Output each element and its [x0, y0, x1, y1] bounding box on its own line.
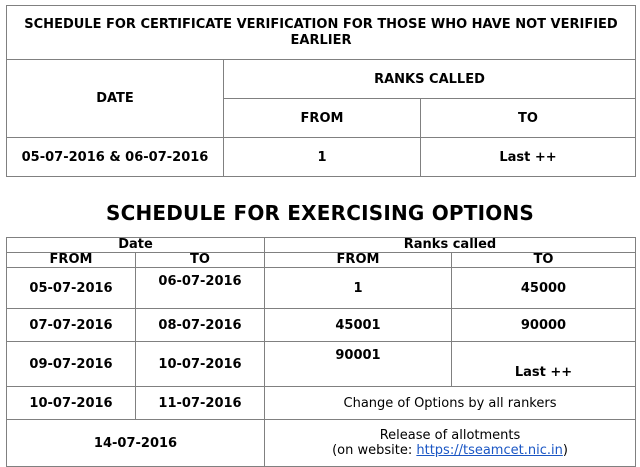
ranks-from-header: FROM	[224, 99, 421, 138]
options-date-to-header: TO	[136, 253, 265, 268]
release-prefix: (on website:	[332, 443, 417, 458]
date-to-cell: 06-07-2016	[136, 268, 265, 309]
rank-to-cell: 90000	[452, 309, 636, 342]
date-from-cell: 05-07-2016	[7, 268, 136, 309]
verification-title: SCHEDULE FOR CERTIFICATE VERIFICATION FOR THOSE WHO HAVE NOT VERIFIED EARLIER	[7, 6, 636, 60]
release-note	[265, 420, 636, 467]
options-rank-to-header: TO	[452, 253, 636, 268]
rank-to-cell: 45000	[452, 268, 636, 309]
verification-date-cell: 05-07-2016 & 06-07-2016	[7, 138, 224, 177]
verification-from-cell: 1	[224, 138, 421, 177]
release-suffix: )	[562, 443, 568, 458]
table-row	[7, 342, 636, 387]
rank-from-cell: 90001	[265, 342, 452, 387]
rank-to-cell: Last ++	[452, 342, 636, 387]
website-link[interactable]: https://tseamcet.nic.in	[416, 443, 563, 458]
date-header: DATE	[7, 60, 224, 138]
table-row	[7, 387, 636, 420]
ranks-called-header: RANKS CALLED	[224, 60, 636, 99]
release-line1: Release of allotments	[379, 428, 521, 443]
date-to-cell: 08-07-2016	[136, 309, 265, 342]
date-from-cell: 10-07-2016	[7, 387, 136, 420]
rank-from-cell: 45001	[265, 309, 452, 342]
options-heading: SCHEDULE FOR EXERCISING OPTIONS	[105, 201, 535, 225]
verification-schedule-table	[6, 5, 636, 177]
change-options-note: Change of Options by all rankers	[265, 387, 636, 420]
rank-from-cell: 1	[265, 268, 452, 309]
date-to-cell: 11-07-2016	[136, 387, 265, 420]
table-row	[7, 309, 636, 342]
release-date-cell: 14-07-2016	[7, 420, 265, 467]
release-line2	[265, 443, 635, 458]
ranks-to-header: TO	[421, 99, 636, 138]
date-from-cell: 07-07-2016	[7, 309, 136, 342]
options-rank-from-header: FROM	[265, 253, 452, 268]
options-ranks-header: Ranks called	[265, 238, 636, 253]
date-from-cell: 09-07-2016	[7, 342, 136, 387]
date-to-cell: 10-07-2016	[136, 342, 265, 387]
table-row	[7, 268, 636, 309]
options-schedule-table	[6, 237, 636, 467]
options-date-header: Date	[7, 238, 265, 253]
options-date-from-header: FROM	[7, 253, 136, 268]
verification-to-cell: Last ++	[421, 138, 636, 177]
table-row	[7, 420, 636, 467]
